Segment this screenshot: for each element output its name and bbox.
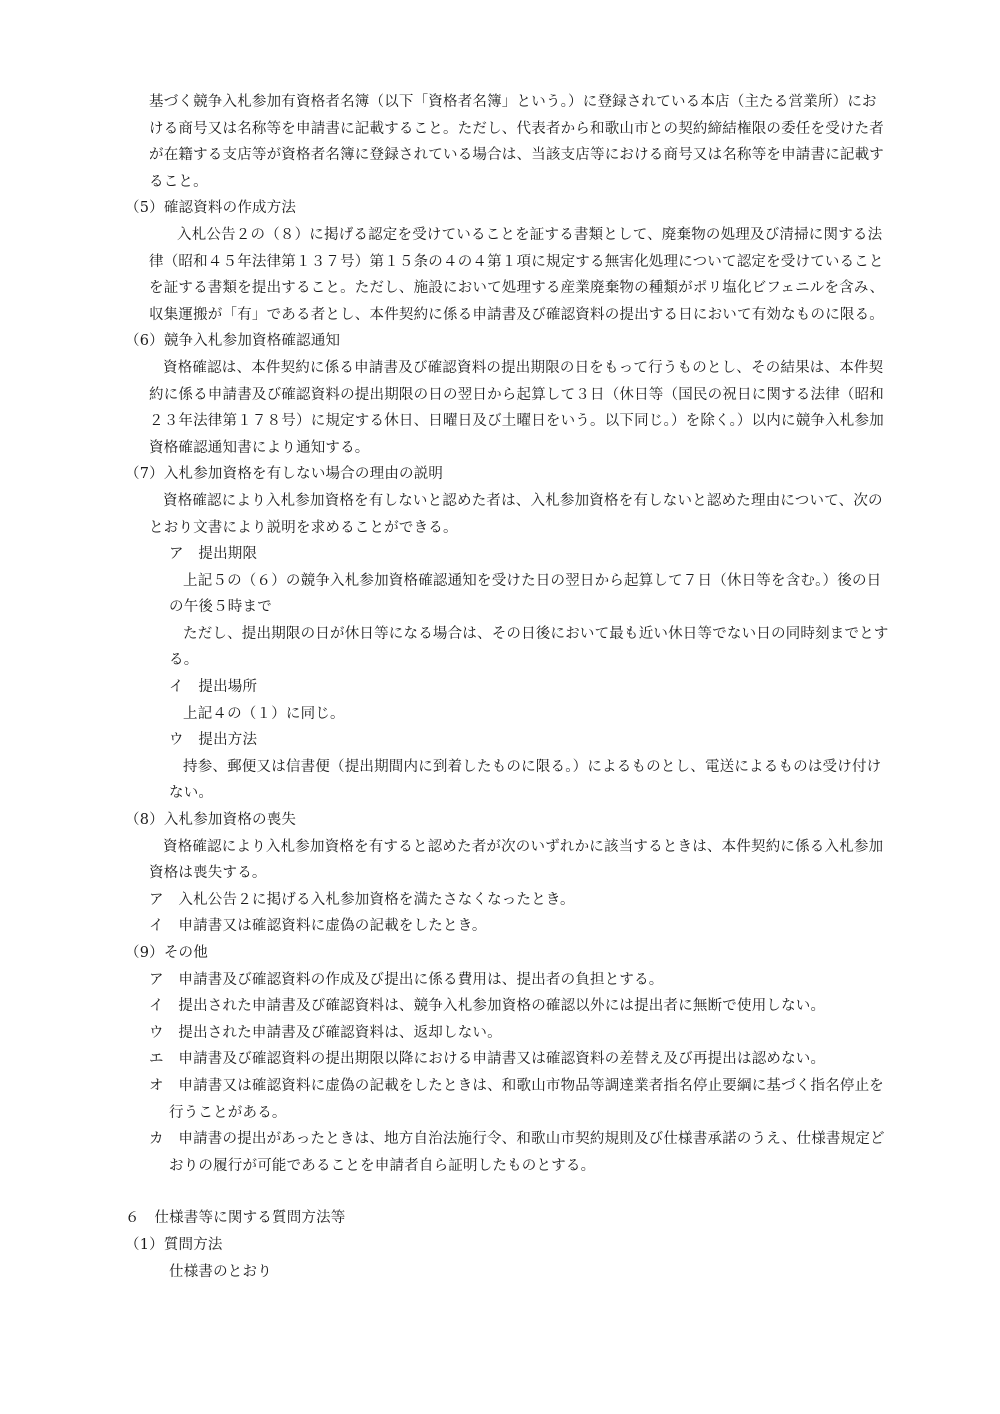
- section-7a-body-1: 上記５の（６）の競争入札参加資格確認通知を受けた日の翌日から起算して７日（休日等を含む。）後の日の午後５時まで: [169, 572, 882, 616]
- section-9ka-item: カ 申請書の提出があったときは、地方自治法施行令、和歌山市契約規則及び仕様書承諾のうえ、仕様書規定どおりの履行が可能であることを申請者自ら証明したものとする。: [149, 1131, 885, 1174]
- section-9e-item: エ 申請書及び確認資料の提出期限以降における申請書又は確認資料の差替え及び再提出は認めない。: [149, 1051, 826, 1068]
- section-7a-heading: ア 提出期限: [169, 546, 258, 563]
- intro-paragraph: 基づく競争入札参加有資格者名簿（以下「資格者名簿」という。）に登録されている本店（主たる営業所）における商号又は名称等を申請書に記載すること。ただし、代表者から和歌山市との契約締結権限の委任を受けた者が在籍する支店等が資格者名簿に登録されている場合は、当該支店等における商号又は名称等を申請書に記載すること。: [149, 94, 884, 190]
- section-7a-body-2: ただし、提出期限の日が休日等になる場合は、その日後において最も近い休日等でない日の同時刻までとする。: [169, 625, 889, 669]
- section-9a-item: ア 申請書及び確認資料の作成及び提出に係る費用は、提出者の負担とする。: [149, 971, 664, 988]
- section-7u-heading: ウ 提出方法: [169, 732, 258, 749]
- section-7i-heading: イ 提出場所: [169, 679, 258, 696]
- section-7-heading: （7）入札参加資格を有しない場合の理由の説明: [125, 466, 444, 483]
- section-7i-body: 上記４の（１）に同じ。: [183, 705, 345, 722]
- chapter-6-1-body: 仕様書のとおり: [169, 1263, 272, 1280]
- section-9o-item: オ 申請書又は確認資料に虚偽の記載をしたときは、和歌山市物品等調達業者指名停止要綱に基づく指名停止を行うことがある。: [149, 1077, 884, 1121]
- section-8-body: 資格確認により入札参加資格を有すると認めた者が次のいずれかに該当するときは、本件契約に係る入札参加資格は喪失する。: [149, 838, 884, 882]
- section-9i-item: イ 提出された申請書及び確認資料は、競争入札参加資格の確認以外には提出者に無断で使用しない。: [149, 998, 826, 1015]
- section-5-body: 入札公告２の（８）に掲げる認定を受けていることを証する書類として、廃棄物の処理及び清掃に関する法律（昭和４５年法律第１３７号）第１５条の４の４第１項に規定する無害化処理について認定を受けていることを証する書類を提出すること。ただし、施設において処理する産業廃棄物の種類がポリ塩化ビフェニルを含み、収集運搬が「有」である者とし、本件契約に係る申請書及び確認資料の提出する日において有効なものに限る。: [149, 226, 885, 323]
- chapter-6-heading: ６ 仕様書等に関する質問方法等: [125, 1210, 346, 1227]
- section-5-heading: （5）確認資料の作成方法: [125, 200, 297, 217]
- section-8-heading: （8）入札参加資格の喪失: [125, 812, 297, 829]
- section-8a-item: ア 入札公告２に掲げる入札参加資格を満たさなくなったとき。: [149, 891, 575, 908]
- chapter-6-1-heading: （1）質問方法: [125, 1236, 223, 1253]
- section-9-heading: （9）その他: [125, 945, 208, 961]
- section-6-body: 資格確認は、本件契約に係る申請書及び確認資料の提出期限の日をもって行うものとし、その結果は、本件契約に係る申請書及び確認資料の提出期限の日の翌日から起算して３日（休日等（国民の祝日に関する法律（昭和２３年法律第１７８号）に規定する休日、日曜日及び土曜日をいう。以下同じ。）を除く。）以内に競争入札参加資格確認通知書により通知する。: [149, 359, 884, 456]
- section-8i-item: イ 申請書又は確認資料に虚偽の記載をしたとき。: [149, 918, 487, 935]
- section-9u-item: ウ 提出された申請書及び確認資料は、返却しない。: [149, 1024, 502, 1041]
- section-7-body: 資格確認により入札参加資格を有しないと認めた者は、入札参加資格を有しないと認めた理由について、次のとおり文書により説明を求めることができる。: [149, 492, 883, 536]
- section-7u-body: 持参、郵便又は信書便（提出期間内に到着したものに限る。）によるものとし、電送によるものは受け付けない。: [169, 758, 882, 802]
- section-6-heading: （6）競争入札参加資格確認通知: [125, 333, 341, 350]
- spacer: [125, 1179, 890, 1205]
